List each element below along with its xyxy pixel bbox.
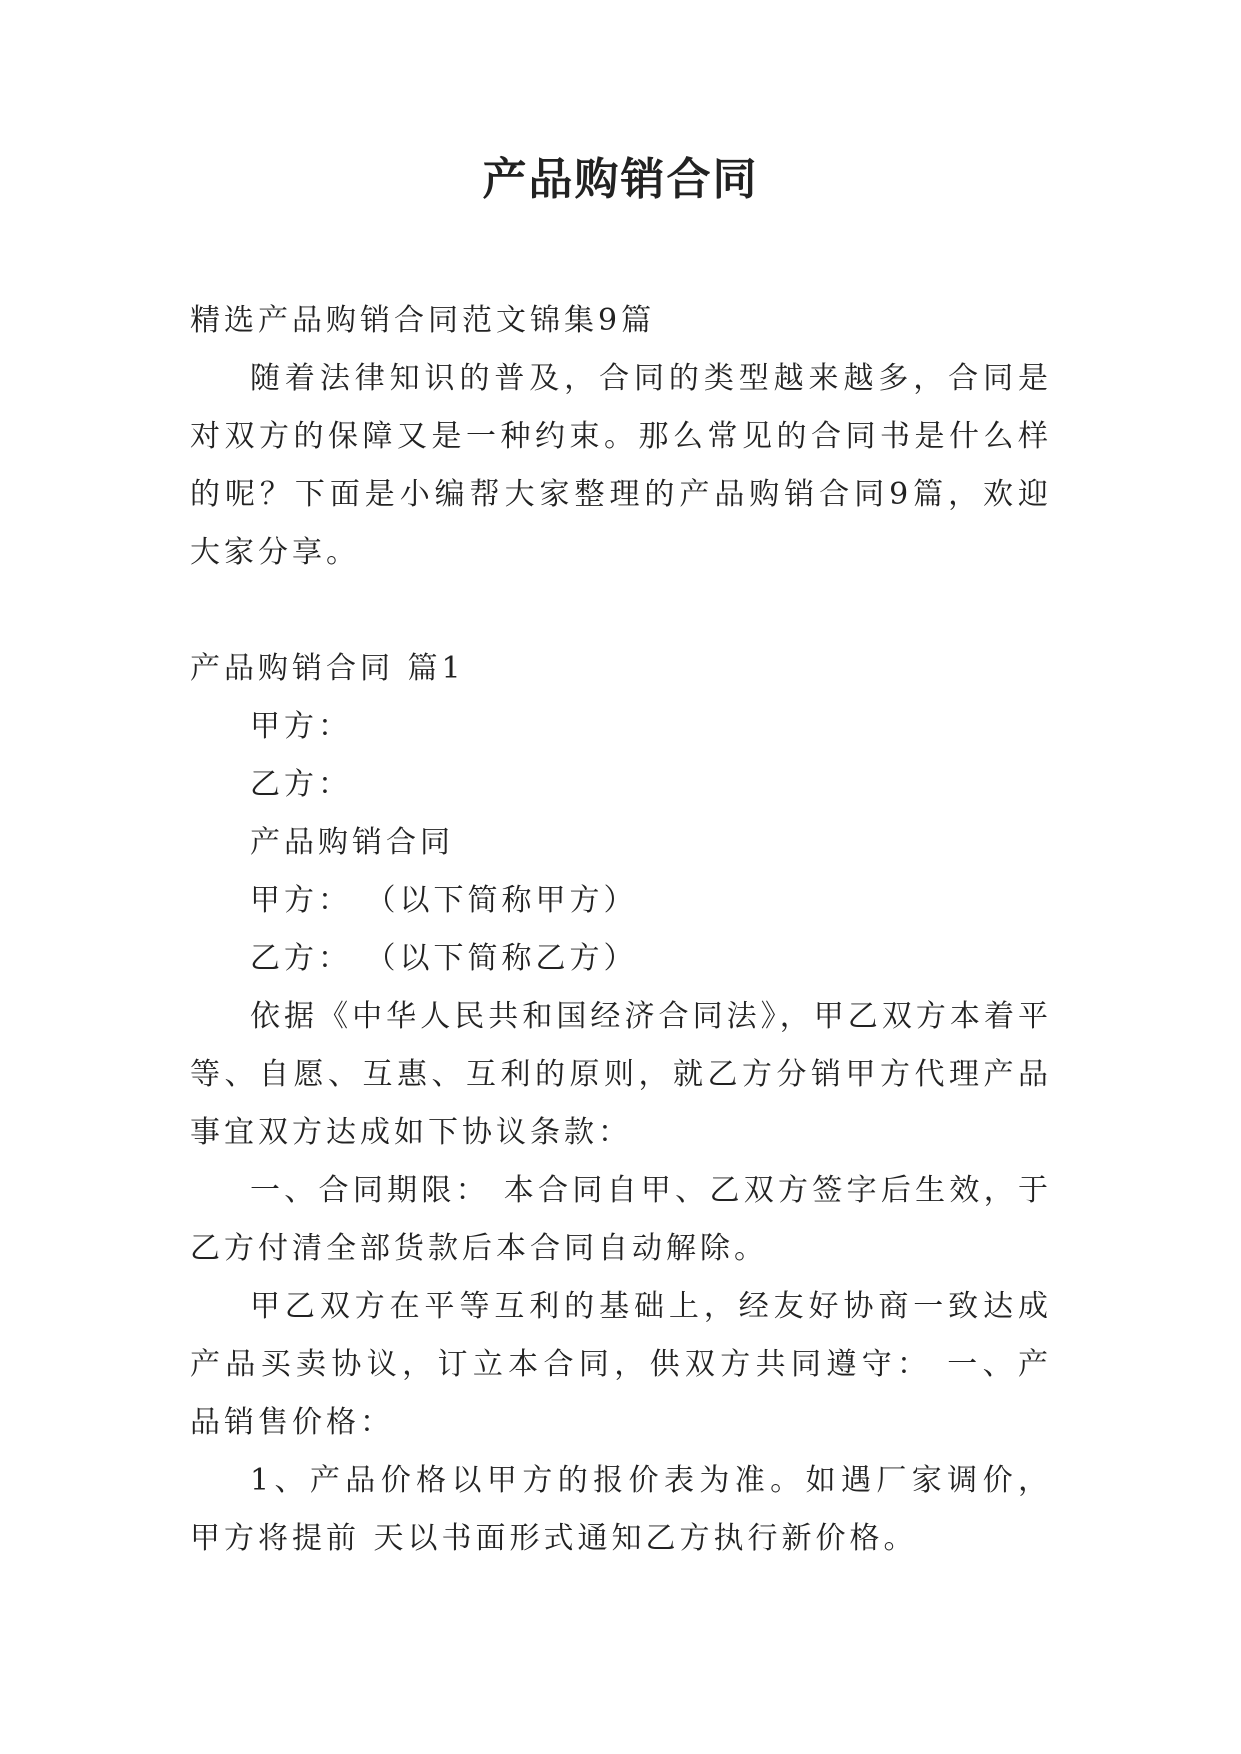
section-heading: 产品购销合同 篇1 — [190, 651, 465, 686]
contract-name-line: 产品购销合同 — [250, 825, 454, 860]
subtitle: 精选产品购销合同范文锦集9篇 — [190, 303, 656, 338]
intro-paragraph: 随着法律知识的普及，合同的类型越来越多，合同是对双方的保障又是一种约束。那么常见的合同书是什么样的呢？下面是小编帮大家整理的产品购销合同9篇，欢迎大家分享。 — [190, 361, 1052, 570]
clause-1-paragraph: 1、产品价格以甲方的报价表为准。如遇厂家调价，甲方将提前 天以书面形式通知乙方执行新价格。 — [190, 1463, 1052, 1556]
paragraph-gap — [190, 582, 1052, 640]
party-b-line: 乙方： — [250, 767, 352, 802]
document-title: 产品购销合同 — [482, 154, 759, 205]
term-paragraph: 一、合同期限： 本合同自甲、乙双方签字后生效，于乙方付清全部货款后本合同自动解除。 — [190, 1173, 1052, 1266]
party-b-full-line: 乙方： （以下简称乙方） — [250, 941, 638, 976]
document-body — [190, 292, 1052, 1568]
agreement-paragraph: 甲乙双方在平等互利的基础上，经友好协商一致达成产品买卖协议，订立本合同，供双方共同遵守： 一、产品销售价格： — [190, 1289, 1052, 1440]
basis-paragraph: 依据《中华人民共和国经济合同法》，甲乙双方本着平等、自愿、互惠、互利的原则，就乙方分销甲方代理产品事宜双方达成如下协议条款： — [190, 999, 1052, 1150]
party-a-line: 甲方： — [250, 709, 352, 744]
party-a-full-line: 甲方： （以下简称甲方） — [250, 883, 638, 918]
